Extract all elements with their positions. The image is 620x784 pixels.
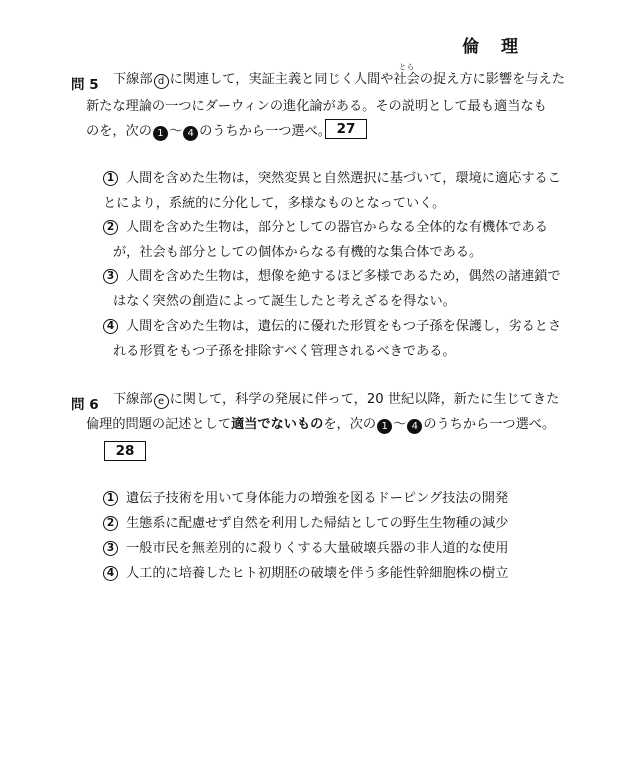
- q5-option-2-mark: 2: [103, 220, 118, 235]
- q6-option-2-mark: 2: [103, 516, 118, 531]
- q6-option-3-mark: 3: [103, 541, 118, 556]
- q6-number: 問 6: [71, 397, 99, 413]
- q5-range-start: 1: [153, 126, 168, 141]
- q5-option-1-mark: 1: [103, 171, 118, 186]
- q5-stem-line1: [113, 72, 565, 89]
- q5-line1-post: に関連して，実証主義と同じく人間や社会の: [169, 72, 434, 87]
- q5-ref-letter: d: [154, 74, 169, 89]
- q6-line2-pre: 倫理的問題の記述として: [86, 417, 232, 432]
- q6-line2-tilde: 〜: [393, 417, 407, 432]
- q6-answer-box[interactable]: 28: [104, 441, 146, 461]
- q5-line1-tail: に影響を与えた: [472, 72, 565, 87]
- q5-option-4-mark: 4: [103, 319, 118, 334]
- q6-line1-post: に関して，科学の発展に伴って，20 世紀以降，新たに生じてきた: [169, 392, 560, 407]
- q5-option-1-line1: 人間を含めた生物は，突然変異と自然選択に基づいて，環境に適応するこ: [126, 171, 561, 186]
- subject-title: 倫 理: [462, 37, 526, 57]
- q6-line2-bold: 適当でないもの: [231, 417, 324, 432]
- q6-stem-line1: [113, 392, 559, 409]
- q5-option-1-line2: とにより，系統的に分化して，多様なものとなっていく。: [103, 196, 446, 211]
- q5-answer-box[interactable]: 27: [325, 119, 367, 139]
- q6-option-3-text: 一般市民を無差別的に殺りくする大量破壊兵器の非人道的な使用: [126, 541, 509, 556]
- q5-number: 問 5: [71, 77, 99, 93]
- q5-option-3-line1: 人間を含めた生物は，想像を絶するほど多様であるため，偶然の諸連鎖で: [126, 269, 561, 284]
- q6-stem-line2: [86, 417, 555, 434]
- q6-line1-pre: 下線部: [113, 392, 153, 407]
- q5-line3-pre: のを，次の: [86, 124, 152, 139]
- q6-line2-post: のうちから一つ選べ。: [423, 417, 556, 432]
- q5-option-2-line1: 人間を含めた生物は，部分としての器官からなる全体的な有機体である: [126, 220, 548, 235]
- q6-ref-letter: e: [154, 394, 169, 409]
- q6-option-4-text: 人工的に培養したヒト初期胚の破壊を伴う多能性幹細胞株の樹立: [126, 566, 509, 581]
- q5-range-end: 4: [183, 126, 198, 141]
- q5-option-2-line2: が，社会も部分としての個体からなる有機的な集合体である。: [113, 245, 483, 260]
- q5-stem-line3: [86, 124, 331, 141]
- q6-range-start: 1: [377, 419, 392, 434]
- q6-option-1-mark: 1: [103, 491, 118, 506]
- q5-stem-line2: 新たな理論の一つにダーウィンの進化論がある。その説明として最も適当なも: [86, 99, 547, 114]
- q5-line3-post: のうちから一つ選べ。: [199, 124, 331, 139]
- q5-ruby: とら: [399, 63, 415, 71]
- q6-range-end: 4: [407, 419, 422, 434]
- q6-option-4-mark: 4: [103, 566, 118, 581]
- q5-option-3-mark: 3: [103, 269, 118, 284]
- q5-option-4-line2: れる形質をもつ子孫を排除すべく管理されるべきである。: [113, 344, 456, 359]
- q6-option-1-text: 遺伝子技術を用いて身体能力の増強を図るドーピング技法の開発: [126, 491, 509, 506]
- q6-line2-mid: を，次の: [323, 417, 377, 432]
- q5-line1-key: 捉え方: [433, 72, 473, 87]
- q5-option-4-line1: 人間を含めた生物は，遺伝的に優れた形質をもつ子孫を保護し，劣るとさ: [126, 319, 562, 334]
- q5-line1-pre: 下線部: [113, 72, 153, 87]
- q6-option-2-text: 生態系に配慮せず自然を利用した帰結としての野生生物種の減少: [126, 516, 509, 531]
- q5-option-3-line2: はなく突然の創造によって誕生したと考えざるを得ない。: [113, 294, 456, 309]
- q5-line3-mid: 〜: [168, 124, 183, 139]
